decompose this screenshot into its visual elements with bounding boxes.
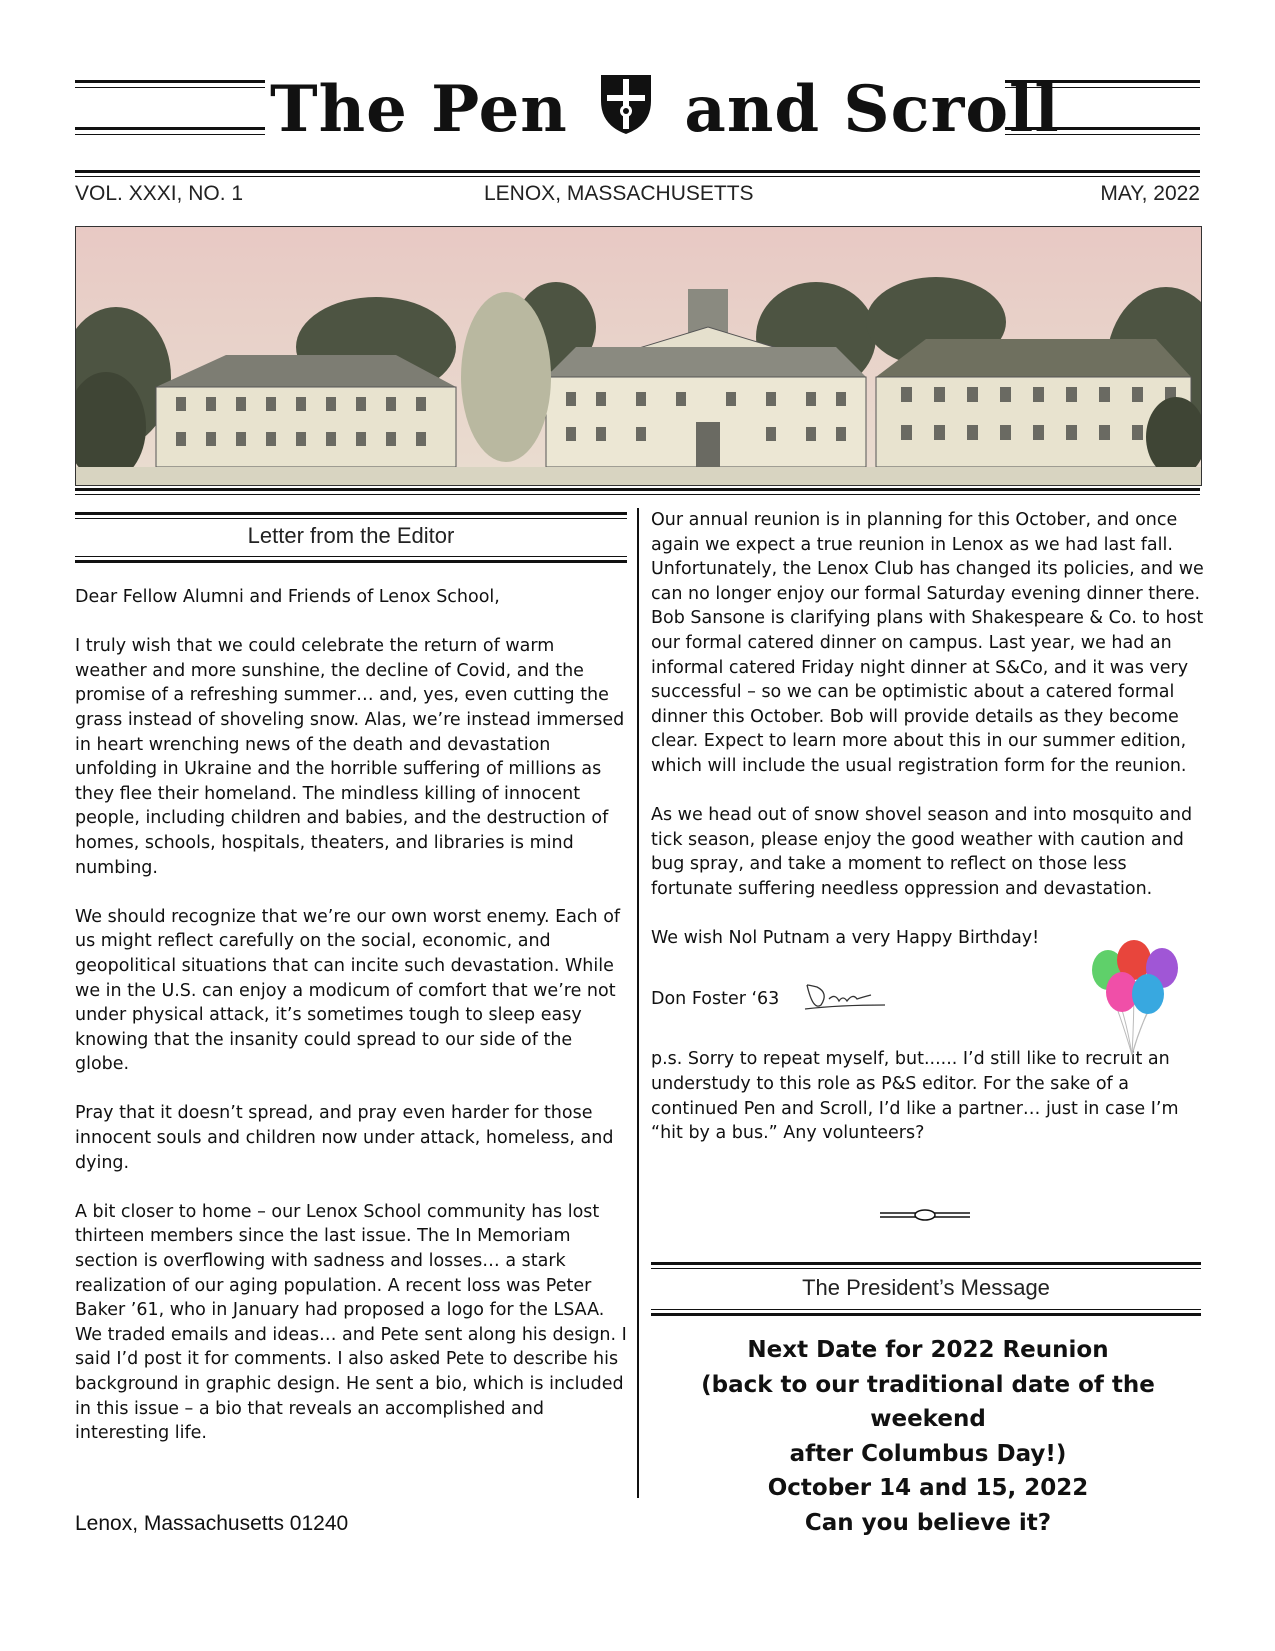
dateline-place: LENOX, MASSACHUSETTS: [484, 182, 754, 205]
volume-number: VOL. XXXI, NO. 1: [75, 182, 244, 205]
dateline-rule-top: [75, 170, 1200, 173]
postscript: p.s. Sorry to repeat myself, but...... I’d still like to recruit an understudy to this role as P&S editor. For the sake of a continued Pen and Scroll, I’d like a partner… just in case I’m “hit by a bus.” Any volunteers?: [651, 1049, 1179, 1144]
president-heading-rule-bottom-thick: [651, 1313, 1201, 1316]
president-heading-rule-top-thin: [651, 1268, 1201, 1269]
banner-rule-bottom-thin: [75, 494, 1200, 495]
letter-paragraph: Pray that it doesn’t spread, and pray even harder for those innocent souls and children now under attack, homeless, and dying.: [75, 1103, 614, 1173]
dateline-rule-top-thin: [75, 176, 1200, 177]
masthead-title-left: The Pen: [270, 72, 568, 147]
letter-paragraph: We should recognize that we’re our own worst enemy. Each of us might reflect carefully on the social, economic, and geopolitical situations that can incite such devastation. While we in the U.S. can enjoy a modicum of comfort that we’re not under physical attack, it’s sometimes tough to sleep easy knowing that the insanity could spread to our side of the globe.: [75, 906, 621, 1075]
editor-heading-rule-top: [75, 512, 627, 515]
letter-paragraph: As we head out of snow shovel season and into mosquito and tick season, please enjoy the good weather with caution and bug spray, and take a moment to reflect on those less fortunate suffering needless oppression and devastation.: [651, 805, 1193, 899]
section-ornament: [880, 1207, 970, 1223]
editor-heading-rule-bottom: [75, 556, 627, 557]
editor-heading-rule-top-thin: [75, 518, 627, 519]
letter-paragraph: I truly wish that we could celebrate the return of warm weather and more sunshine, the decline of Covid, and the promise of a refreshing summer… and, yes, even cutting the grass instead of shoveling snow. Alas, we’re instead immersed in heart wrenching news of the death and devastation unfolding in Ukraine and the horrible suffering of millions as they flee their homeland. The mindless killing of innocent people, including children and babies, and the destruction of homes, schools, hospitals, theaters, and libraries is mind numbing.: [75, 636, 625, 878]
masthead-title: [270, 68, 1060, 152]
signature-mark: [799, 975, 889, 1023]
masthead-rule-left-top: [75, 80, 265, 88]
campus-illustration: [75, 226, 1202, 486]
birthday-note: We wish Nol Putnam a very Happy Birthday!: [651, 928, 1040, 949]
footer-address: Lenox, Massachusetts 01240: [75, 1512, 349, 1535]
editor-letter-left-column: [75, 585, 630, 1470]
letter-paragraph: Our annual reunion is in planning for this October, and once again we expect a true reunion in Lenox as we had last fall. Unfortunately, the Lenox Club has changed its policies, and we can no longer enjoy our formal Saturday evening dinner there. Bob Sansone is clarifying plans with Shakespeare & Co. to host our formal catered dinner on campus. Last year, we had an informal catered Friday night dinner at S&Co, and it was very successful – so we can be optimistic about a catered formal dinner this October. Bob will provide details as they become clear. Expect to learn more about this in our summer edition, which will include the usual registration form for the reunion.: [651, 510, 1204, 776]
salutation: Dear Fellow Alumni and Friends of Lenox School,: [75, 587, 500, 607]
editor-heading-rule-bottom-thick: [75, 560, 627, 563]
banner-rule-bottom: [75, 488, 1200, 491]
column-divider: [637, 508, 639, 1498]
crest-icon: [597, 71, 655, 158]
signoff-name: Don Foster ‘63: [651, 989, 780, 1010]
president-heading-rule-bottom: [651, 1309, 1201, 1310]
announcement-line: (back to our traditional date of the weekend: [701, 1371, 1155, 1432]
president-message-heading: The President’s Message: [802, 1275, 1050, 1300]
president-heading-rule-top: [651, 1262, 1201, 1265]
announcement-line: October 14 and 15, 2022: [767, 1475, 1089, 1501]
issue-date: MAY, 2022: [1100, 182, 1200, 205]
announcement-line: Can you believe it?: [804, 1509, 1052, 1536]
editor-letter-right-column: [651, 508, 1206, 1170]
reunion-announcement: [648, 1333, 1208, 1540]
balloons-icon: [1082, 940, 1182, 1060]
letter-paragraph: A bit closer to home – our Lenox School community has lost thirteen members since the last issue. The In Memoriam section is overflowing with sadness and losses… a stark realization of our aging population. A recent loss was Peter Baker ’61, who in January had proposed a logo for the LSAA. We traded emails and ideas… and Pete sent along his design. I said I’d post it for comments. I also asked Pete to describe his background in graphic design. He sent a bio, which is included in this issue – a bio that reveals an accomplished and interesting life.: [75, 1201, 627, 1444]
masthead-rule-left-bottom: [75, 127, 265, 135]
masthead-title-right: and Scroll: [684, 72, 1060, 147]
editor-letter-heading: Letter from the Editor: [247, 523, 455, 548]
announcement-line: Next Date for 2022 Reunion: [747, 1337, 1109, 1363]
announcement-line: after Columbus Day!): [789, 1440, 1067, 1467]
